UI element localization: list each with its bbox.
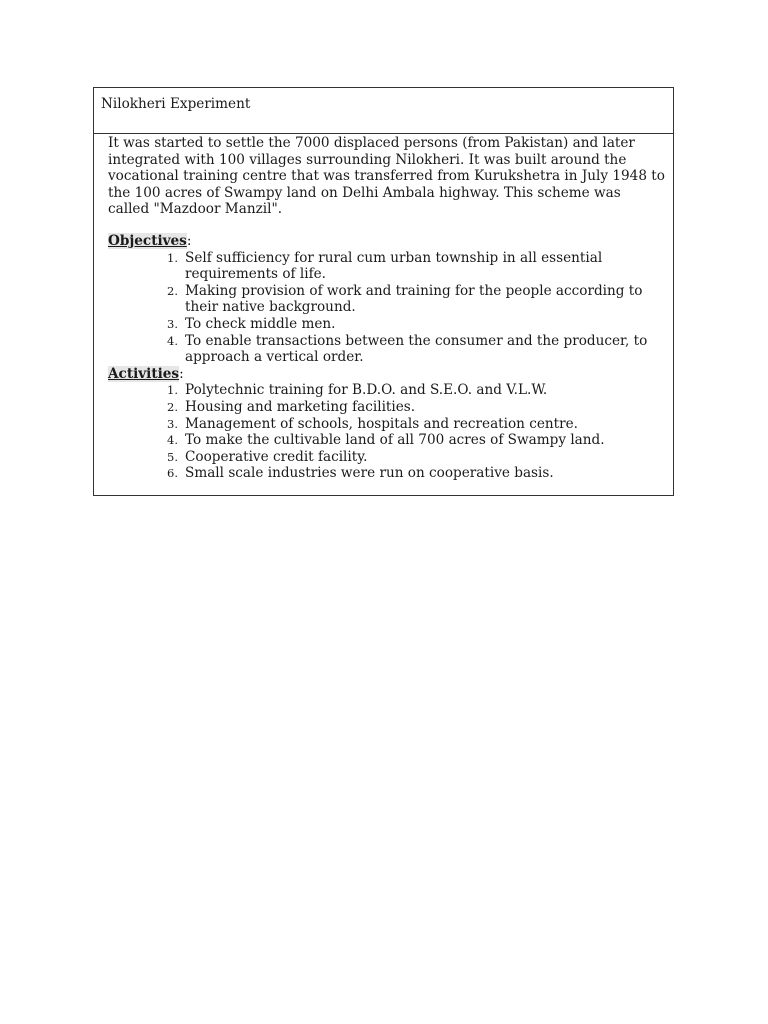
document-table	[93, 87, 674, 496]
list-item	[108, 250, 665, 283]
list-item	[108, 449, 665, 466]
item-number: 3.	[167, 416, 178, 431]
item-number: 2.	[167, 399, 178, 414]
activities-colon: :	[179, 365, 184, 382]
item-number: 2.	[167, 283, 178, 298]
objectives-list	[108, 250, 665, 366]
item-number: 3.	[167, 316, 178, 331]
document-title: Nilokheri Experiment	[101, 96, 251, 112]
item-text: Polytechnic training for B.D.O. and S.E.O. and V.L.W.	[185, 382, 548, 399]
item-number: 5.	[167, 449, 178, 464]
item-text: To enable transactions between the consumer and the producer, to approach a vertical order.	[185, 332, 648, 366]
item-text: Making provision of work and training for the people according to their native background.	[185, 282, 643, 316]
item-number: 4.	[167, 433, 178, 448]
list-item	[108, 432, 665, 449]
activities-heading-text: Activities	[108, 365, 180, 382]
objectives-colon: :	[186, 232, 192, 249]
list-item	[108, 382, 665, 399]
item-text: Housing and marketing facilities.	[185, 398, 416, 415]
objectives-heading	[108, 233, 665, 250]
list-item	[108, 465, 665, 482]
objectives-heading-text: Objectives	[108, 232, 187, 249]
body-cell	[94, 134, 673, 495]
list-item	[108, 333, 665, 366]
list-item	[108, 316, 665, 333]
item-text: Self sufficiency for rural cum urban township in all essential requirements of life.	[185, 249, 603, 283]
item-number: 1.	[167, 383, 178, 398]
item-text: Management of schools, hospitals and recreation centre.	[185, 415, 578, 432]
item-text: Cooperative credit facility.	[185, 448, 368, 465]
item-text: To make the cultivable land of all 700 acres of Swampy land.	[185, 432, 605, 449]
intro-paragraph: It was started to settle the 7000 displaced persons (from Pakistan) and later integrated with 100 villages surrounding Nilokheri. It was built around the vocational training centre that was transferred from Kurukshetra in July 1948 to the 100 acres of Swampy land on Delhi Ambala highway. This scheme was called "Mazdoor Manzil".	[108, 135, 665, 218]
item-text: Small scale industries were run on cooperative basis.	[185, 465, 554, 482]
item-number: 4.	[167, 333, 178, 348]
activities-heading	[108, 366, 665, 383]
list-item	[108, 416, 665, 433]
list-item	[108, 283, 665, 316]
activities-list	[108, 382, 665, 482]
title-cell	[94, 88, 673, 134]
item-number: 1.	[167, 250, 178, 265]
item-number: 6.	[167, 466, 178, 481]
item-text: To check middle men.	[185, 315, 336, 332]
list-item	[108, 399, 665, 416]
